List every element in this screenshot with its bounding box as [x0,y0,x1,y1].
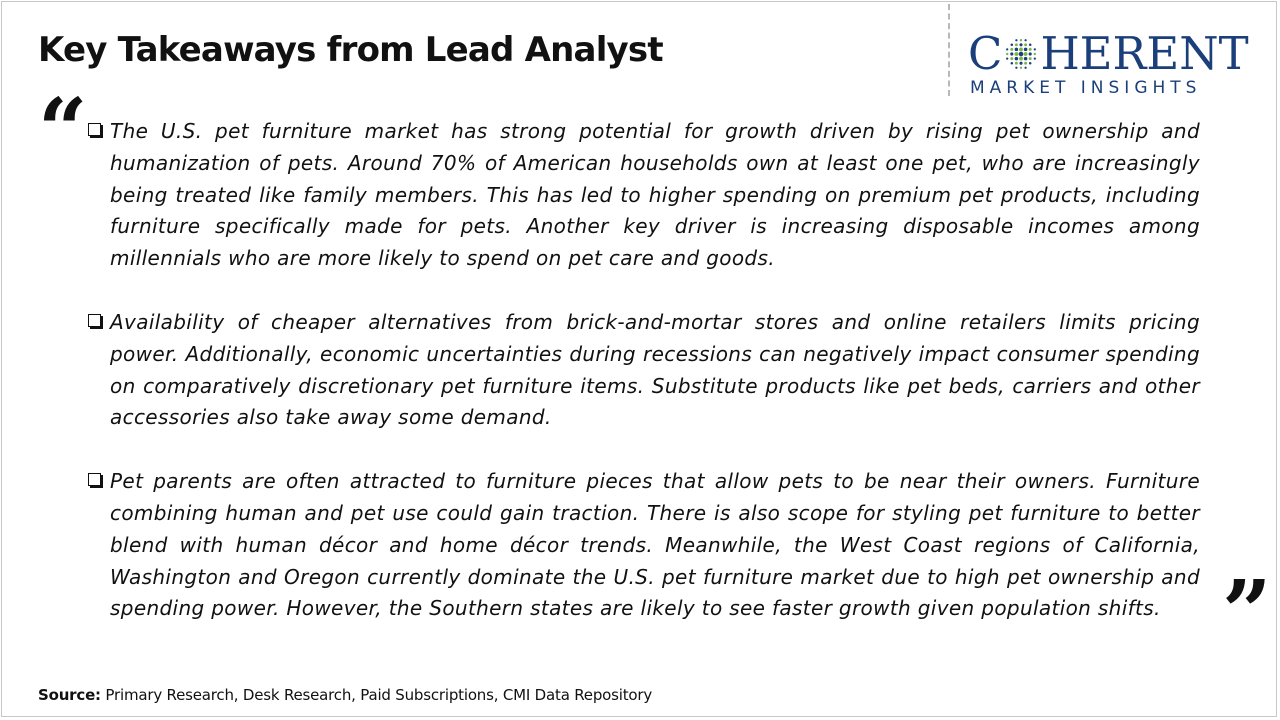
logo-dot [1011,44,1014,47]
company-logo [968,27,1260,98]
logo-dot [1007,57,1009,59]
logo-wordmark [968,27,1249,80]
logo-dot [1024,48,1028,52]
logo-dot [1029,44,1032,47]
logo-dot [1025,39,1027,41]
logo-dot [1025,67,1027,69]
logo-letters-rest: HERENT [1040,27,1249,80]
logo-dot [1029,57,1032,60]
logo-dot [1011,62,1014,65]
logo-dot [1011,48,1014,51]
takeaway-text: Pet parents are often attracted to furniture pieces that allow pets to be near their owners. Furniture combining human and pet use could gain traction. There is also scope for styling pet furniture to better blend with human décor and home décor trends. Meanwhile, the West Coast regions of California, Washington and Oregon currently dominate the U.S. pet furniture market due to high pet ownership and spending power. However, the Southern states are likely to see faster growth given population shifts. [110,469,1200,621]
logo-dot [1015,57,1019,61]
takeaway-text: Availability of cheaper alternatives from brick-and-mortar stores and online retailers limits pricing power. Additionally, economic uncertainties during recessions can negatively impact consumer spending on comparatively discretionary pet furniture items. Substitute products like pet beds, carriers and other accessories also take away some demand. [110,309,1200,430]
logo-dot [1034,48,1036,50]
checkbox-bullet-icon [88,314,101,327]
takeaway-list [86,116,1200,657]
logo-dot [1024,52,1028,56]
header-divider [948,4,950,96]
logo-tagline: MARKET INSIGHTS [970,78,1202,98]
logo-dot [1016,39,1018,41]
logo-dot [1029,48,1032,51]
logo-dot [1020,43,1023,46]
source-note [38,686,652,704]
logo-dot-globe-icon [1003,36,1039,72]
logo-dot [1020,67,1022,69]
logo-dot [1016,67,1018,69]
logo-dot [1019,52,1024,57]
logo-dot [1015,48,1019,52]
takeaway-point [86,116,1200,275]
close-quote-icon: ” [1222,562,1272,663]
open-quote-icon: “ [38,80,88,181]
page-title: Key Takeaways from Lead Analyst [38,30,663,70]
logo-dot [1025,62,1028,65]
logo-dot [1006,53,1008,55]
logo-dot [1020,62,1023,65]
source-label: Source: [38,686,101,704]
logo-dot [1011,57,1014,60]
logo-dot [1007,48,1009,50]
logo-dot [1020,39,1022,41]
logo-dot [1015,52,1019,56]
logo-letter-c: C [968,27,1003,80]
logo-dot [1020,57,1024,61]
logo-dot [1034,53,1036,55]
takeaway-text: The U.S. pet furniture market has strong potential for growth driven by rising pet ownership and humanization of pets. Around 70% of American households own at least one pet, who are increasingly being treated like family members. This has led to higher spending on premium pet products, including furniture specifically made for pets. Another key driver is increasing disposable incomes among millennials who are more likely to spend on pet care and goods. [110,119,1200,271]
checkbox-bullet-icon [88,123,101,136]
logo-dot [1025,43,1028,46]
source-text: Primary Research, Desk Research, Paid Subscriptions, CMI Data Repository [100,686,653,704]
checkbox-bullet-icon [88,473,101,486]
logo-dot [1015,62,1018,65]
logo-dot [1029,52,1032,55]
logo-dot [1015,43,1018,46]
logo-dot [1034,57,1036,59]
logo-dot [1020,47,1024,51]
takeaway-point [86,307,1200,434]
logo-dot [1024,57,1028,61]
takeaway-point [86,466,1200,625]
logo-dot [1011,52,1014,55]
logo-dot [1029,62,1032,65]
